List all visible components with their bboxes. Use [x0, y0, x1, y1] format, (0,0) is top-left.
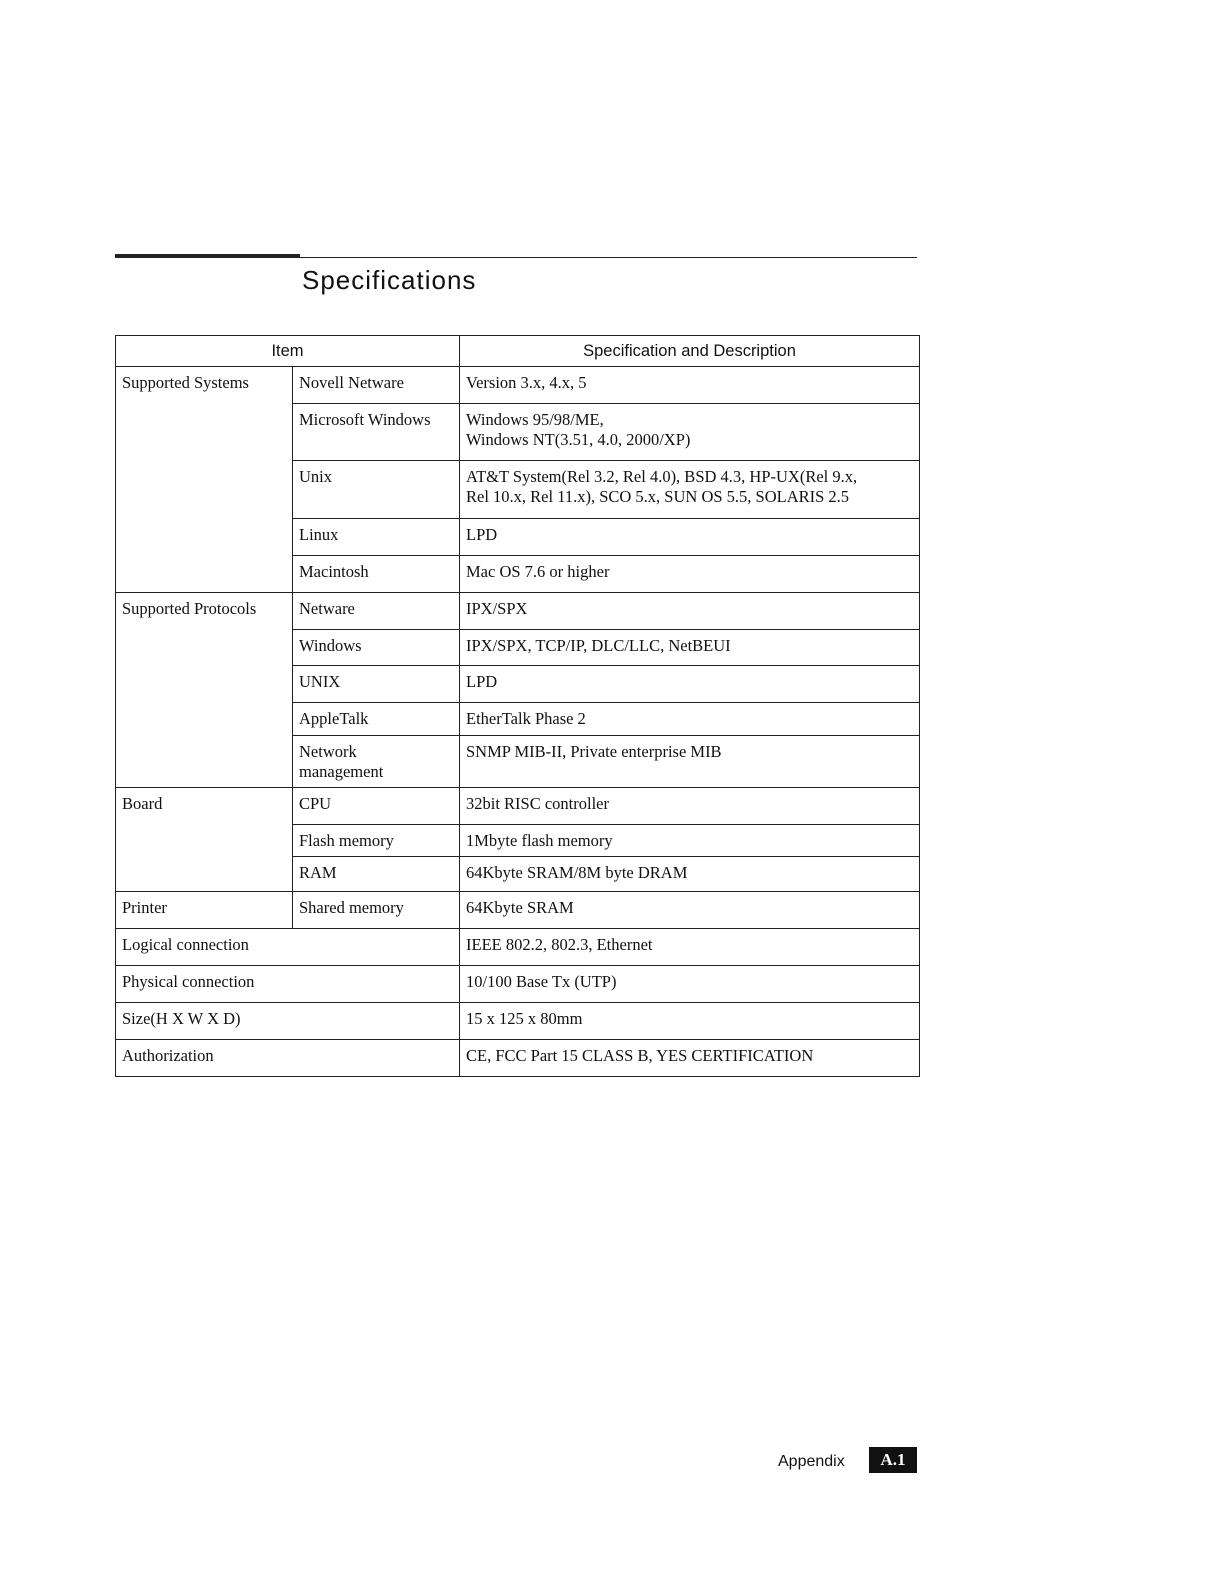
spec-line: IPX/SPX — [466, 599, 528, 618]
item-cell: UNIX — [293, 666, 460, 703]
spec-cell — [460, 857, 920, 892]
spec-line: 64Kbyte SRAM — [466, 898, 574, 917]
item-cell: Microsoft Windows — [293, 404, 460, 461]
item-cell — [293, 736, 460, 788]
spec-cell — [460, 367, 920, 404]
table-header-row — [116, 336, 920, 367]
item-cell: Shared memory — [293, 892, 460, 929]
footer-appendix-label: Appendix — [778, 1453, 845, 1470]
spec-cell — [460, 736, 920, 788]
item-cell: Netware — [293, 593, 460, 630]
spec-line: Version 3.x, 4.x, 5 — [466, 373, 587, 392]
spec-cell — [460, 929, 920, 966]
spec-line: LPD — [466, 672, 498, 691]
spec-line: LPD — [466, 525, 498, 544]
spec-cell — [460, 666, 920, 703]
item-cell: CPU — [293, 788, 460, 825]
specifications-table — [115, 335, 920, 1077]
header-rule — [115, 257, 917, 258]
spec-line: 15 x 125 x 80mm — [466, 1009, 583, 1028]
spec-line: 64Kbyte SRAM/8M byte DRAM — [466, 863, 688, 882]
table-row — [116, 892, 920, 929]
spec-cell — [460, 593, 920, 630]
table-row — [116, 1040, 920, 1077]
spec-cell — [460, 1040, 920, 1077]
merged-item-cell: Physical connection — [116, 966, 460, 1003]
spec-line: 32bit RISC controller — [466, 794, 609, 813]
spec-line: IPX/SPX, TCP/IP, DLC/LLC, NetBEUI — [466, 636, 731, 655]
spec-cell — [460, 461, 920, 519]
category-cell: Printer — [116, 892, 293, 929]
category-cell: Supported Systems — [116, 367, 293, 593]
merged-item-cell: Size(H X W X D) — [116, 1003, 460, 1040]
header-item: Item — [116, 336, 460, 367]
footer-page-badge: A.1 — [869, 1447, 917, 1473]
item-line: Network — [299, 742, 357, 761]
spec-cell — [460, 404, 920, 461]
spec-line: Windows 95/98/ME, — [466, 410, 604, 429]
spec-line: EtherTalk Phase 2 — [466, 709, 586, 728]
merged-item-cell: Logical connection — [116, 929, 460, 966]
category-cell: Supported Protocols — [116, 593, 293, 788]
spec-cell — [460, 630, 920, 666]
spec-line: 1Mbyte flash memory — [466, 831, 613, 850]
spec-cell — [460, 788, 920, 825]
spec-line: 10/100 Base Tx (UTP) — [466, 972, 617, 991]
page-title: Specifications — [302, 265, 477, 295]
table-row — [116, 788, 920, 825]
item-cell: Unix — [293, 461, 460, 519]
table-row — [116, 966, 920, 1003]
item-cell: Novell Netware — [293, 367, 460, 404]
spec-line: IEEE 802.2, 802.3, Ethernet — [466, 935, 653, 954]
item-cell: Windows — [293, 630, 460, 666]
item-cell: RAM — [293, 857, 460, 892]
spec-cell — [460, 825, 920, 857]
spec-cell — [460, 703, 920, 736]
spec-cell — [460, 556, 920, 593]
category-cell: Board — [116, 788, 293, 892]
merged-item-cell: Authorization — [116, 1040, 460, 1077]
item-cell: AppleTalk — [293, 703, 460, 736]
item-cell: Linux — [293, 519, 460, 556]
item-cell: Flash memory — [293, 825, 460, 857]
spec-line: Windows NT(3.51, 4.0, 2000/XP) — [466, 430, 691, 449]
spec-line: Rel 10.x, Rel 11.x), SCO 5.x, SUN OS 5.5, SOLARIS 2.5 — [466, 487, 850, 506]
header-spec: Specification and Description — [460, 336, 920, 367]
spec-line: CE, FCC Part 15 CLASS B, YES CERTIFICATION — [466, 1046, 814, 1065]
item-line: management — [299, 762, 384, 781]
table-row — [116, 1003, 920, 1040]
table-row — [116, 593, 920, 630]
spec-cell — [460, 1003, 920, 1040]
spec-line: SNMP MIB-II, Private enterprise MIB — [466, 742, 722, 761]
item-cell: Macintosh — [293, 556, 460, 593]
table-row — [116, 929, 920, 966]
spec-line: Mac OS 7.6 or higher — [466, 562, 610, 581]
table-row — [116, 367, 920, 404]
spec-cell — [460, 892, 920, 929]
spec-line: AT&T System(Rel 3.2, Rel 4.0), BSD 4.3, HP-UX(Rel 9.x, — [466, 467, 858, 486]
spec-cell — [460, 966, 920, 1003]
spec-cell — [460, 519, 920, 556]
